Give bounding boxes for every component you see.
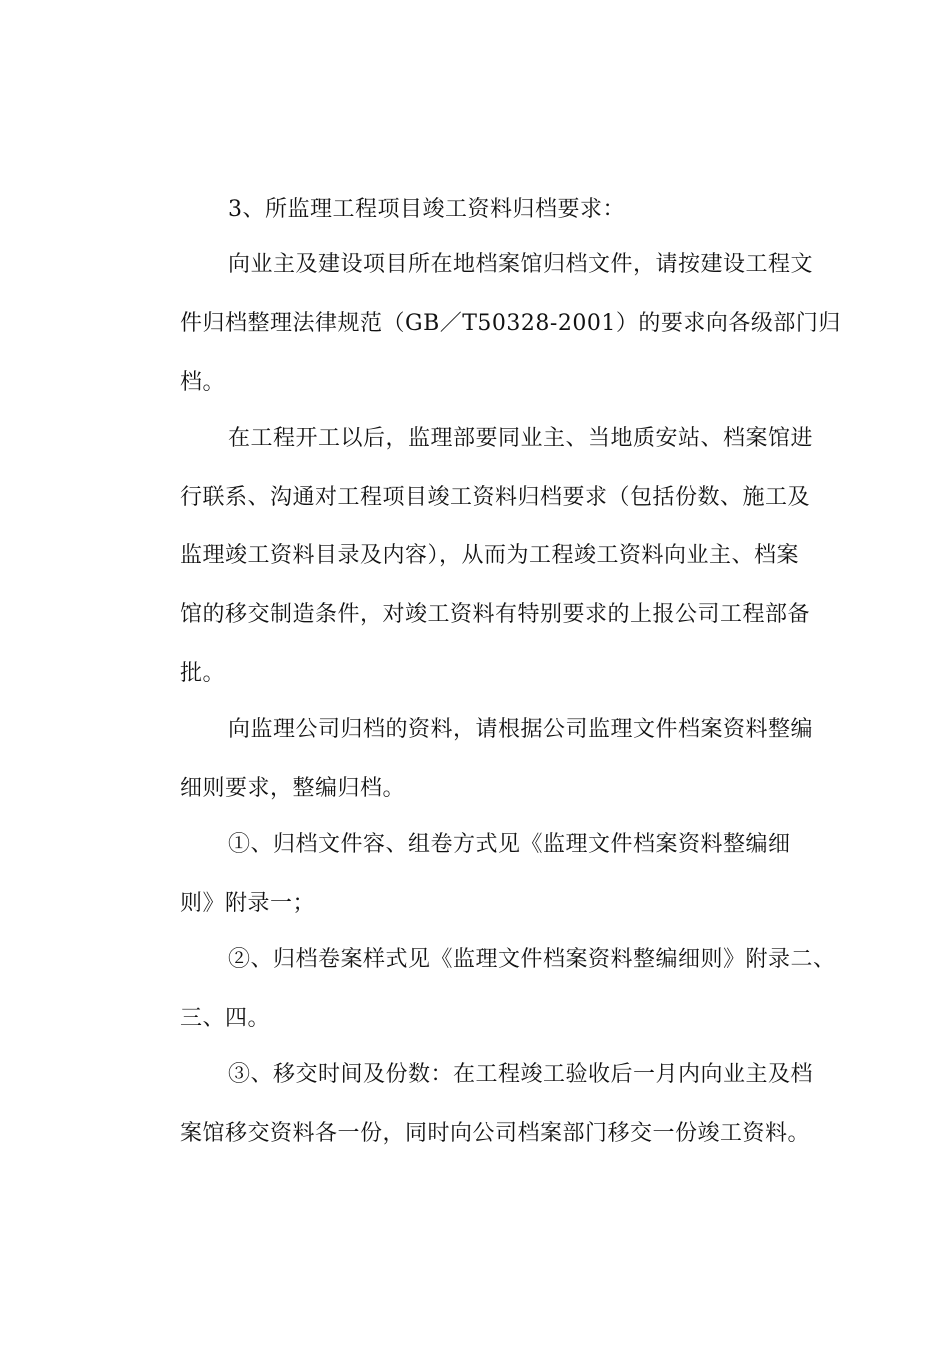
- list-item-2-continued: 三、四。: [180, 1006, 271, 1031]
- list-item-3-continued: 案馆移交资料各一份，同时向公司档案部门移交一份竣工资料。: [180, 1121, 811, 1146]
- list-item-1: ①、归档文件容、组卷方式见《监理文件档案资料整编细: [228, 832, 791, 857]
- paragraph-line: 件归档整理法律规范（GB／T50328-2001）的要求向各级部门归: [180, 311, 841, 336]
- paragraph-line: 细则要求，整编归档。: [180, 776, 406, 801]
- paragraph-line: 行联系、沟通对工程项目竣工资料归档要求（包括份数、施工及: [180, 485, 811, 510]
- paragraph-line: 批。: [180, 661, 226, 686]
- list-item-2: ②、归档卷案样式见《监理文件档案资料整编细则》附录二、: [228, 947, 836, 972]
- list-item-1-continued: 则》附录一；: [180, 891, 316, 916]
- paragraph-line: 馆的移交制造条件，对竣工资料有特别要求的上报公司工程部备: [180, 602, 811, 627]
- paragraph-line: 向监理公司归档的资料，请根据公司监理文件档案资料整编: [228, 717, 814, 742]
- paragraph-line: 在工程开工以后，监理部要同业主、当地质安站、档案馆进: [228, 426, 814, 451]
- list-item-3: ③、移交时间及份数：在工程竣工验收后一月内向业主及档: [228, 1062, 814, 1087]
- paragraph-line: 监理竣工资料目录及内容），从而为工程竣工资料向业主、档案: [180, 543, 800, 568]
- section-heading: 3、所监理工程项目竣工资料归档要求：: [228, 197, 625, 222]
- paragraph-line: 向业主及建设项目所在地档案馆归档文件，请按建设工程文: [228, 252, 814, 277]
- paragraph-line: 档。: [180, 370, 226, 395]
